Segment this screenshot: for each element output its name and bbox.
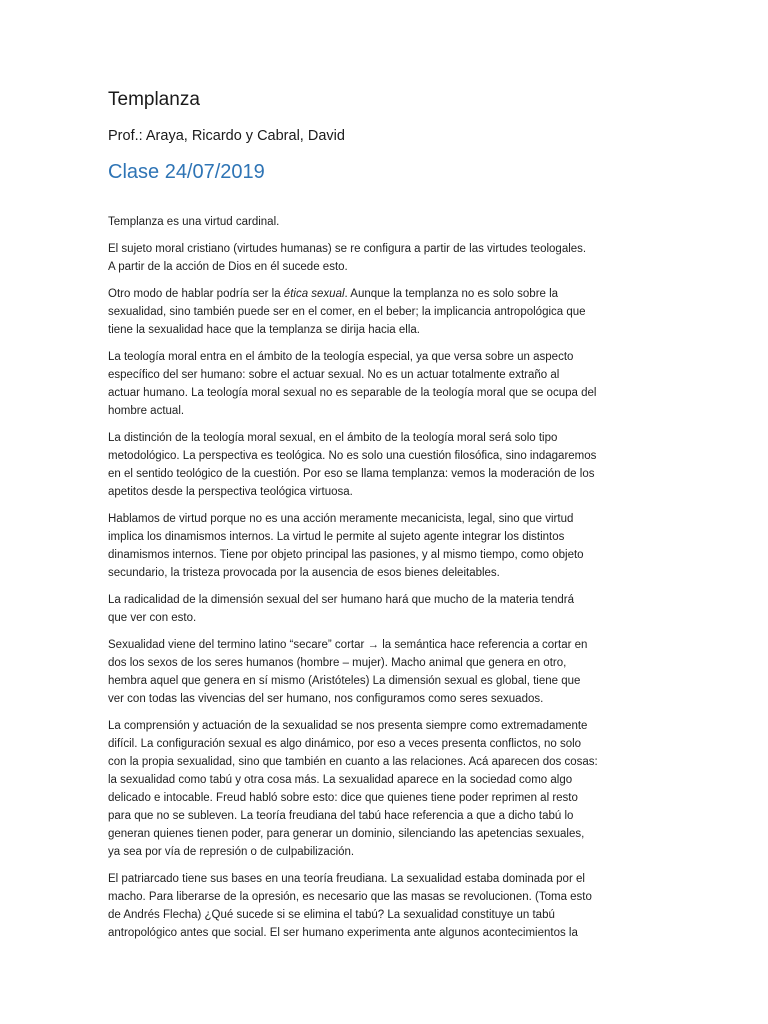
document-body	[108, 213, 668, 951]
paragraph-line: tiene la sexualidad hace que la templanza se dirija hacia ella.	[108, 324, 420, 336]
paragraph-1	[108, 213, 668, 231]
paragraph-line: La radicalidad de la dimensión sexual del ser humano hará que mucho de la materia tendrá	[108, 594, 575, 606]
paragraph-line: generan quienes tienen poder, para generar un dominio, silenciando las apetencias sexuales,	[108, 828, 585, 840]
paragraph-5	[108, 429, 668, 501]
paragraph-line: hembra aquel que genera en sí mismo (Aristóteles) La dimensión sexual es global, tiene que	[108, 675, 581, 687]
paragraph-4	[108, 348, 668, 420]
paragraph-line: en el sentido teológico de la cuestión. Por eso se llama templanza: vemos la moderación de los	[108, 468, 595, 480]
paragraph-line: metodológico. La perspectiva es teológica. No es solo una cuestión filosófica, sino indagaremos	[108, 450, 597, 462]
line-segment: Otro modo de hablar podría ser la	[108, 288, 284, 300]
paragraph-line: con la propia sexualidad, sino que también en cuanto a las relaciones. Acá aparecen dos cosas:	[108, 756, 598, 768]
paragraph-line: implica los dinamismos internos. La virtud le permite al sujeto agente integrar los distintos	[108, 531, 565, 543]
paragraph-line: sexualidad, sino también puede ser en el comer, en el beber; la implicancia antropológica que	[108, 306, 586, 318]
paragraph-line: hombre actual.	[108, 405, 185, 417]
paragraph-line: apetitos desde la perspectiva teológica virtuosa.	[108, 486, 353, 498]
paragraph-9	[108, 717, 668, 861]
paragraph-line: antropológico antes que social. El ser humano experimenta ante algunos acontecimientos la	[108, 927, 578, 939]
paragraph-line: Hablamos de virtud porque no es una acción meramente mecanicista, legal, sino que virtud	[108, 513, 574, 525]
paragraph-8	[108, 636, 668, 708]
line-segment: . Aunque la templanza no es solo sobre la	[344, 288, 559, 300]
paragraph-line: El patriarcado tiene sus bases en una teoría freudiana. La sexualidad estaba dominada por el	[108, 873, 585, 885]
paragraph-line: La teología moral entra en el ámbito de la teología especial, ya que versa sobre un aspecto	[108, 351, 574, 363]
paragraph-line: difícil. La configuración sexual es algo dinámico, por eso a veces presenta conflictos, no solo	[108, 738, 582, 750]
paragraph-line: Templanza es una virtud cardinal.	[108, 216, 280, 228]
paragraph-3	[108, 285, 668, 339]
paragraph-line: dos los sexos de los seres humanos (hombre – mujer). Macho animal que genera en otro,	[108, 657, 567, 669]
paragraph-line: para que no se subleven. La teoría freudiana del tabú hace referencia a que a dicho tabú lo	[108, 810, 574, 822]
document-title: Templanza	[108, 89, 200, 110]
paragraph-line: A partir de la acción de Dios en él sucede esto.	[108, 261, 348, 273]
paragraph-line: macho. Para liberarse de la opresión, es necesario que las masas se revolucionen. (Toma esto	[108, 891, 592, 903]
paragraph-line: secundario, la tristeza provocada por la ausencia de esos bienes deleitables.	[108, 567, 500, 579]
paragraph-line: delicado e intocable. Freud habló sobre esto: dice que quienes tiene poder reprimen al resto	[108, 792, 578, 804]
paragraph-line: que ver con esto.	[108, 612, 197, 624]
class-heading: Clase 24/07/2019	[108, 161, 265, 183]
paragraph-line: la sexualidad como tabú y otra cosa más. La sexualidad aparece en la sociedad como algo	[108, 774, 573, 786]
paragraph-line: específico del ser humano: sobre el actuar sexual. No es un actuar totalmente extraño al	[108, 369, 560, 381]
paragraph-line: ver con todas las vivencias del ser humano, nos configuramos como seres sexuados.	[108, 693, 544, 705]
paragraph-10	[108, 870, 668, 942]
paragraph-line: actuar humano. La teología moral sexual no es separable de la teología moral que se ocupa del	[108, 387, 597, 399]
paragraph-line	[108, 285, 668, 303]
paragraph-line: de Andrés Flecha) ¿Qué sucede si se elimina el tabú? La sexualidad constituye un tabú	[108, 909, 555, 921]
paragraph-2	[108, 240, 668, 276]
paragraph-7	[108, 591, 668, 627]
paragraph-line: Sexualidad viene del termino latino “secare” cortar → la semántica hace referencia a cortar en	[108, 639, 588, 651]
paragraph-line: ya sea por vía de represión o de culpabilización.	[108, 846, 355, 858]
paragraph-line: dinamismos internos. Tiene por objeto principal las pasiones, y al mismo tiempo, como objeto	[108, 549, 584, 561]
paragraph-6	[108, 510, 668, 582]
paragraph-line: El sujeto moral cristiano (virtudes humanas) se re configura a partir de las virtudes teologales.	[108, 243, 587, 255]
italic-term: ética sexual	[283, 288, 345, 300]
paragraph-line: La distinción de la teología moral sexual, en el ámbito de la teología moral será solo tipo	[108, 432, 558, 444]
paragraph-line: La comprensión y actuación de la sexualidad se nos presenta siempre como extremadamente	[108, 720, 588, 732]
professors-line: Prof.: Araya, Ricardo y Cabral, David	[108, 128, 345, 144]
